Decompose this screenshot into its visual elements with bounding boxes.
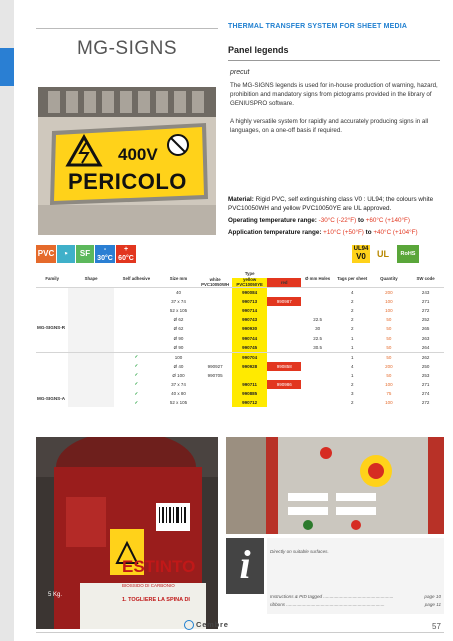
footer-brand: Cembre [196, 620, 229, 629]
tags-cell: 1 [334, 352, 371, 362]
table-row [36, 380, 444, 389]
size-cell: Ø 62 [173, 317, 184, 323]
quantity-cell: 50 [386, 317, 392, 323]
col-sw-code: SW code [416, 275, 435, 281]
sw-code-cell: 243 [407, 288, 444, 298]
red-code-cell [267, 352, 302, 362]
extinguisher-line2: 1. TOGLIERE LA SPINA DI [122, 597, 190, 603]
white-code-cell: 990705 [207, 372, 223, 378]
rohs-badge: RoHS [397, 245, 419, 263]
info-reference-2-page[interactable]: page 11 [424, 602, 441, 607]
yellow-code-cell: 990704 [232, 352, 267, 362]
table-row [36, 324, 444, 333]
shape-cell [68, 398, 113, 407]
self-adhesive-check [114, 306, 159, 315]
extinguisher-line1: BIOSSIDO DI CARBONIO [122, 583, 175, 588]
quantity-cell: 50 [371, 352, 408, 362]
intro-paragraph-2: A highly versatile system for rapidly and accurately producing signs in all languages, on a one-off basis if required. [230, 118, 429, 134]
quantity-cell: 50 [386, 335, 392, 341]
extinguisher-weight: 5 Kg. [48, 592, 63, 598]
red-code-cell [267, 389, 302, 398]
shape-cell [68, 315, 113, 324]
yellow-code-cell: 990712 [232, 398, 267, 407]
high-temp-sign: + [123, 246, 129, 253]
col-red: red [267, 278, 302, 288]
extinguisher-photo [36, 437, 218, 629]
family-cell [36, 343, 68, 353]
self-adhesive-check [114, 315, 159, 324]
low-temp-badge [95, 245, 115, 263]
sw-code-cell: 262 [407, 352, 444, 362]
info-reference-1: Instructions & PID tagged ....................................................... page 10 [270, 594, 441, 599]
self-adhesive-check: ✓ [134, 381, 139, 387]
yellow-code-cell: 990745 [232, 343, 267, 353]
self-adhesive-check [114, 288, 159, 298]
size-cell: Ø 100 [172, 372, 185, 378]
sf-badge: SF [76, 245, 94, 263]
size-cell: Ø 62 [173, 326, 184, 332]
control-panel-photo [226, 437, 444, 534]
shape-cell [68, 306, 113, 315]
table-row [36, 343, 444, 353]
sw-code-cell: 250 [421, 363, 430, 369]
sw-code-cell: 252 [421, 317, 430, 323]
info-reference-2: ribbons ............................................................................. page 11 [270, 602, 441, 607]
sw-code-cell: 272 [421, 308, 430, 314]
size-cell: 40 [159, 288, 198, 298]
sw-code-cell: 271 [421, 299, 430, 305]
size-cell: Ø 40 [173, 363, 184, 369]
table-row [36, 288, 444, 298]
quantity-cell: 50 [386, 326, 392, 332]
group-label-a: MG-SIGNS-A [37, 396, 66, 401]
header-rule [36, 28, 218, 29]
quantity-cell: 75 [386, 391, 392, 397]
quantity-cell: 50 [386, 372, 392, 378]
info-icon: i [226, 538, 264, 594]
sign-photo [38, 87, 216, 235]
white-code-cell [198, 306, 233, 315]
left-sidebar [0, 0, 14, 641]
shape-cell [68, 324, 113, 333]
extinguisher-brand: ESTINTO [122, 557, 196, 576]
shape-cell [68, 389, 113, 398]
quantity-cell: 200 [385, 363, 393, 369]
table-row [36, 352, 444, 362]
holes-cell: 30 [315, 326, 321, 332]
size-cell: 37 x 74 [171, 299, 186, 305]
info-reference-1-label: Instructions & PID tagged [270, 594, 323, 599]
section-tab-marker [0, 48, 14, 86]
yellow-code-cell [232, 371, 267, 380]
self-adhesive-check: ✓ [134, 390, 139, 396]
brand-logo-icon [184, 620, 194, 630]
product-subtitle: precut [230, 69, 250, 76]
high-temp-badge [116, 245, 136, 263]
col-shape: Shape [84, 275, 98, 281]
material-label: Material: [228, 196, 254, 203]
white-code-cell [198, 343, 233, 353]
white-code-cell [198, 398, 233, 407]
self-adhesive-check [114, 343, 159, 353]
holes-cell: 22.5 [313, 317, 323, 323]
yellow-code-cell: 990744 [232, 333, 267, 342]
operating-temperature [228, 217, 443, 226]
tags-cell: 2 [350, 400, 354, 406]
table-body [36, 288, 444, 408]
red-code-cell [267, 343, 302, 353]
op-temp-high: +60°C (+140°F) [365, 217, 410, 224]
divider [228, 60, 440, 61]
yellow-code-cell: 990711 [232, 380, 267, 389]
op-temp-low: -30°C (-22°F) [318, 217, 357, 224]
sw-code-cell: 263 [421, 335, 430, 341]
info-text: Directly on suitable surfaces. [270, 549, 329, 554]
v0-text: V0 [356, 252, 366, 261]
white-code-cell [198, 324, 233, 333]
size-cell: 40 x 80 [171, 391, 186, 397]
self-adhesive-check [114, 324, 159, 333]
holes-cell [301, 371, 333, 380]
page-number: 57 [432, 622, 441, 631]
quantity-cell: 50 [386, 344, 392, 350]
size-cell: 52 x 105 [169, 400, 188, 406]
size-cell: 100 [159, 352, 198, 362]
holes-cell [301, 288, 333, 298]
tags-cell: 2 [350, 308, 354, 314]
holes-cell [301, 389, 333, 398]
low-temp-value: 30°C [97, 255, 113, 262]
holes-cell [301, 306, 333, 315]
table-row [36, 333, 444, 342]
holes-cell: 22.5 [313, 335, 323, 341]
red-code-cell [267, 324, 302, 333]
tags-cell: 2 [350, 381, 354, 387]
family-cell [36, 352, 68, 362]
yellow-code-cell: 990713 [232, 297, 267, 306]
col-tags: Tags per sheet [337, 275, 368, 281]
yellow-code-cell: 990930 [232, 324, 267, 333]
holes-cell [301, 380, 333, 389]
family-cell [36, 306, 68, 315]
table-row [36, 371, 444, 380]
white-code-cell [198, 389, 233, 398]
tags-cell: 2 [350, 317, 354, 323]
self-adhesive-check: ✓ [134, 372, 139, 378]
col-self-adhesive: Self adhesive [122, 275, 151, 281]
red-code-cell: 990986 [267, 380, 302, 389]
white-code-cell [198, 297, 233, 306]
material-text: Rigid PVC, self extinguishing class V0 : UL94; the colours white PVC10050WH and yellow PVC10050YE are UL approved. [228, 196, 434, 212]
op-temp-to: to [357, 217, 364, 224]
quantity-cell: 100 [385, 308, 393, 314]
footer-rule [36, 632, 444, 633]
self-adhesive-check: ✓ [134, 399, 139, 405]
shape-cell [68, 288, 113, 298]
col-holes: Ø mm Holes [305, 275, 331, 281]
app-temp-to: to [365, 229, 372, 236]
op-temp-label: Operating temperature range: [228, 217, 317, 224]
red-code-cell [267, 398, 302, 407]
col-type: Type [244, 271, 255, 276]
red-code-cell [267, 315, 302, 324]
red-code-cell: 990858 [267, 362, 302, 371]
shape-cell [68, 380, 113, 389]
white-code-cell [198, 315, 233, 324]
product-title: Panel legends [228, 45, 289, 55]
yellow-code-cell: 990743 [232, 315, 267, 324]
table-row [36, 297, 444, 306]
tags-cell: 1 [350, 335, 354, 341]
holes-cell: 30.5 [313, 344, 323, 350]
tags-cell: 1 [350, 372, 354, 378]
sign-word-text: PERICOLO [68, 169, 187, 194]
shape-cell [68, 362, 113, 371]
info-reference-2-label: ribbons [270, 602, 286, 607]
tags-cell: 2 [350, 299, 354, 305]
family-cell [36, 380, 68, 389]
shape-cell [68, 352, 113, 362]
sw-code-cell: 274 [421, 391, 430, 397]
holes-cell [301, 352, 333, 362]
sw-code-cell: 265 [421, 326, 430, 332]
ul-mark: UL [372, 245, 394, 263]
white-code-cell [198, 380, 233, 389]
intro-paragraph-1: The MG-SIGNS legends is used for in-house production of warning, hazard, prohibition and mandatory signs from pictograms provided in the library of GENIUSPRO software. [230, 82, 438, 107]
table-row [36, 306, 444, 315]
table-row [36, 389, 444, 398]
app-temp-label: Application temperature range: [228, 229, 322, 236]
col-quantity: Quantity [380, 275, 398, 281]
high-temp-value: 60°C [118, 255, 134, 262]
section-heading: THERMAL TRANSFER SYSTEM FOR SHEET MEDIA [228, 23, 408, 30]
table-row [36, 315, 444, 324]
shape-cell [68, 371, 113, 380]
family-cell [36, 315, 68, 324]
holes-cell [301, 398, 333, 407]
material-spec [228, 196, 443, 213]
self-adhesive-check: ✓ [114, 352, 159, 362]
white-code-cell [198, 352, 233, 362]
size-cell: Ø 90 [173, 344, 184, 350]
family-cell [36, 297, 68, 306]
family-cell [36, 288, 68, 298]
quantity-cell: 100 [385, 299, 393, 305]
red-code-cell [267, 306, 302, 315]
holes-cell [301, 362, 333, 371]
sw-code-cell: 272 [421, 400, 430, 406]
quantity-cell: 100 [385, 381, 393, 387]
info-reference-1-page[interactable]: page 10 [424, 594, 441, 599]
white-code-cell: 990927 [207, 363, 223, 369]
self-adhesive-check: ✓ [134, 363, 139, 369]
self-adhesive-check [114, 333, 159, 342]
quantity-cell: 200 [371, 288, 408, 298]
tags-cell: 2 [350, 326, 354, 332]
control-panel-image [226, 437, 444, 534]
red-code-cell: 990987 [267, 297, 302, 306]
yellow-code-cell: 990084 [232, 288, 267, 298]
self-adhesive-check [114, 297, 159, 306]
tags-cell: 4 [334, 288, 371, 298]
white-code-cell [198, 333, 233, 342]
col-yellow: yellow PVC10050YE [232, 278, 267, 288]
size-cell: 52 x 105 [169, 308, 188, 314]
family-cell [36, 362, 68, 371]
shape-cell [68, 297, 113, 306]
col-white: white PVC10050WH [201, 277, 230, 287]
ul94-v0-badge [352, 245, 370, 263]
family-cell [36, 371, 68, 380]
application-temperature [228, 229, 443, 238]
app-temp-high: +40°C (+104°F) [373, 229, 418, 236]
group-label-r: MG-SIGNS-R [37, 325, 66, 330]
shape-cell [68, 333, 113, 342]
yellow-code-cell: 990714 [232, 306, 267, 315]
low-temp-sign: - [103, 246, 107, 253]
sw-code-cell: 264 [421, 344, 430, 350]
size-cell: Ø 90 [173, 335, 184, 341]
col-family: Family [45, 275, 59, 281]
tags-cell: 1 [350, 344, 354, 350]
product-table [36, 269, 444, 407]
sw-code-cell: 253 [421, 372, 430, 378]
red-code-cell [267, 371, 302, 380]
sw-code-cell: 271 [421, 381, 430, 387]
shape-cell [68, 343, 113, 353]
white-code-cell [198, 288, 233, 298]
app-temp-low: +10°C (+50°F) [323, 229, 364, 236]
size-cell: 37 x 74 [171, 381, 186, 387]
red-code-cell [267, 288, 302, 298]
page-title: MG-SIGNS [76, 38, 178, 59]
holes-cell [301, 297, 333, 306]
col-size: Size mm [169, 275, 188, 281]
family-cell [36, 333, 68, 342]
sign-voltage-text: 400V [118, 145, 158, 164]
yellow-code-cell: 990928 [232, 362, 267, 371]
table-row [36, 398, 444, 407]
yellow-code-cell: 990885 [232, 389, 267, 398]
tags-cell: 4 [350, 363, 354, 369]
red-code-cell [267, 333, 302, 342]
pvc-badge: PVC [36, 245, 56, 263]
flame-badge: ⚑ [57, 245, 75, 263]
table-row [36, 362, 444, 371]
quantity-cell: 100 [385, 400, 393, 406]
ul94-text: UL94 [353, 246, 369, 252]
tags-cell: 3 [350, 391, 354, 397]
